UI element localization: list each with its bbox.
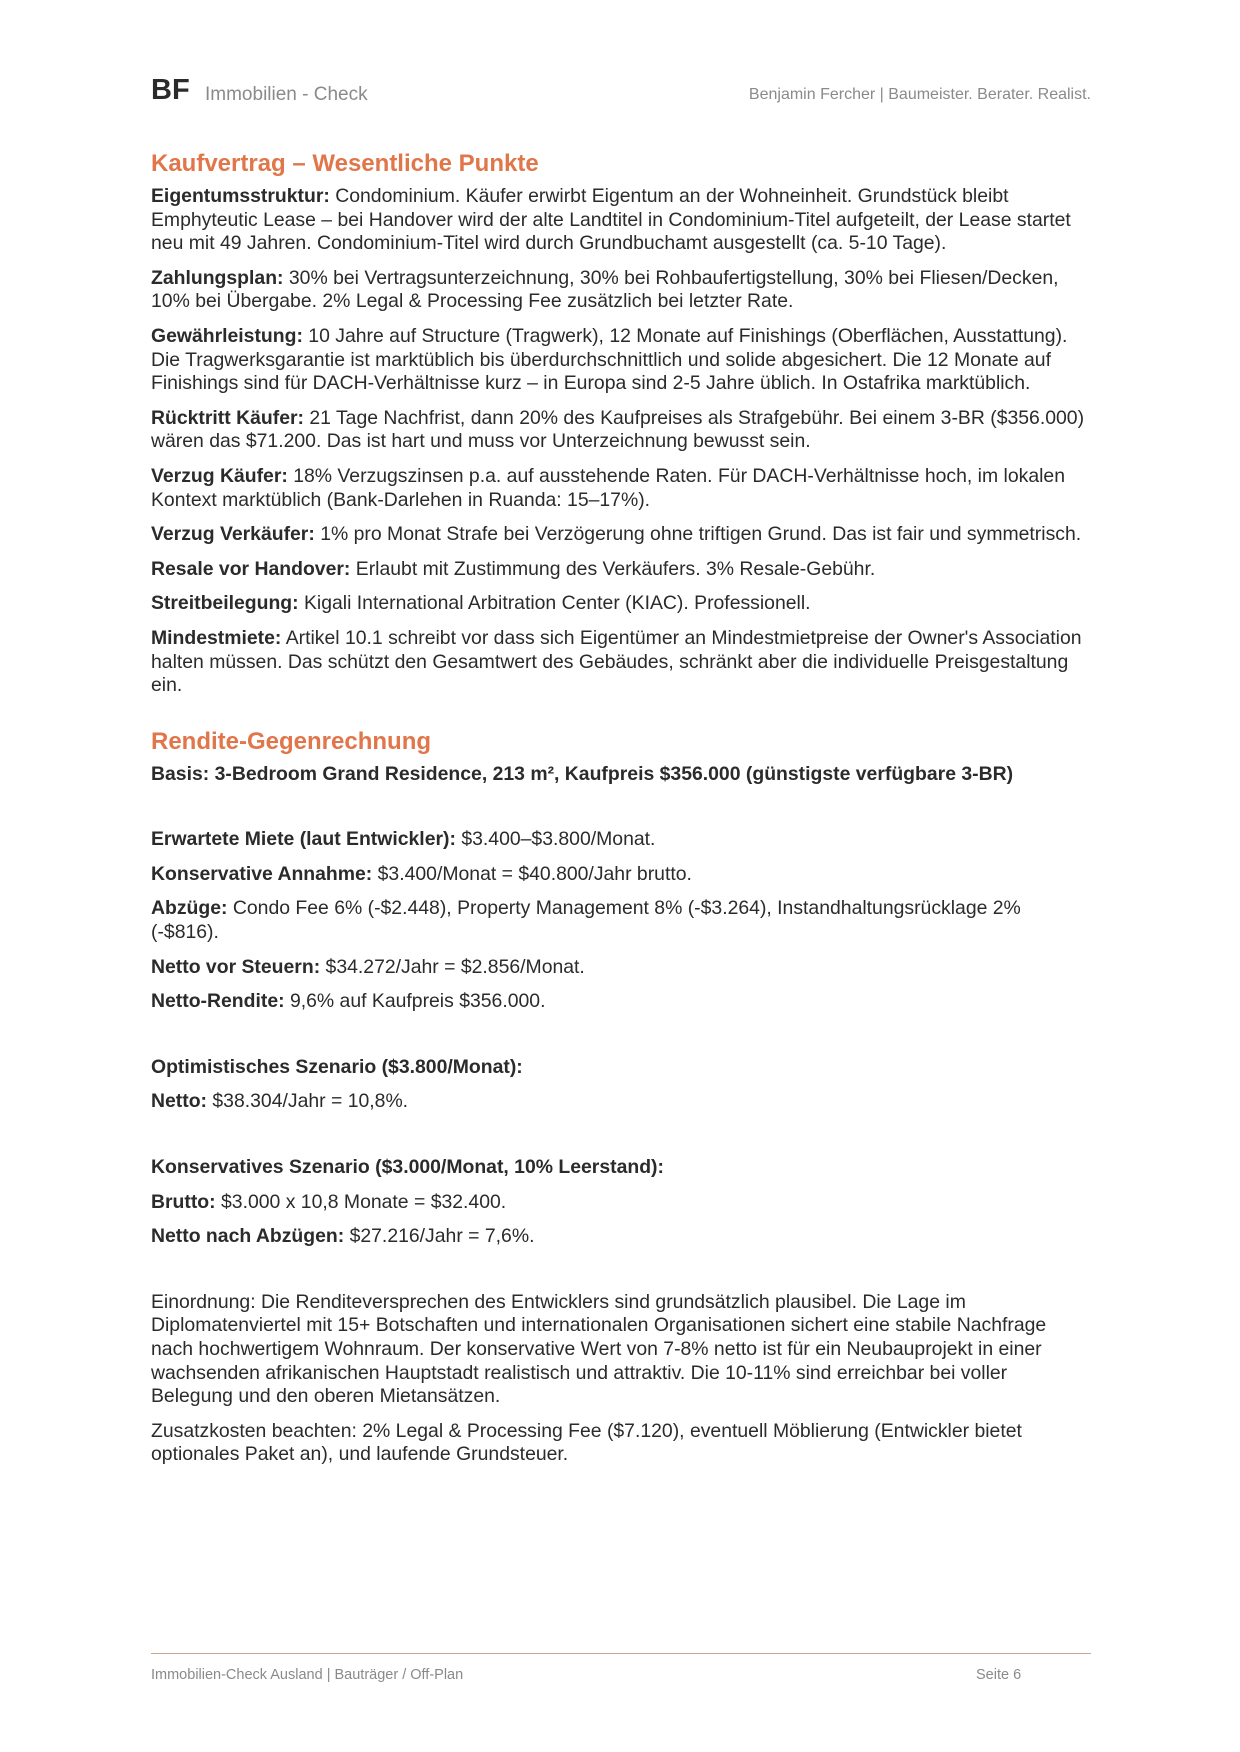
item-label: Eigentumsstruktur: bbox=[151, 185, 330, 207]
assessment-paragraph: Einordnung: Die Renditeversprechen des Entwicklers sind grundsätzlich plausibel. Die Lage im Diplomatenviertel mit 15+ Botschaften und internationalen Organisationen sichert eine stabile Nachfrage nach hochwertigem Wohnraum. Der konservative Wert von 7-8% netto ist für ein Neubauprojekt in einer wachsenden afrikanischen Hauptstadt realistisch und attraktiv. Die 10-11% sind erreichbar bei voller Belegung und den oberen Mietansätzen. bbox=[151, 1290, 1047, 1408]
item-text: 30% bei Vertragsunterzeichnung, 30% bei Rohbaufertigstellung, 30% bei Fliesen/Decken, 10% bei Übergabe. 2% Legal & Processing Fee zusätzlich bei letzter Rate. bbox=[151, 266, 1059, 313]
item-text: $38.304/Jahr = 10,8%. bbox=[207, 1090, 409, 1113]
extra-costs-paragraph: Zusatzkosten beachten: 2% Legal & Processing Fee ($7.120), eventuell Möblierung (Entwickler bietet optionales Paket an), und laufende Grundsteuer. bbox=[151, 1419, 1022, 1466]
contract-item bbox=[151, 592, 1091, 616]
brand-logo: BF bbox=[151, 74, 190, 106]
item-text: Erlaubt mit Zustimmung des Verkäufers. 3% Resale-Gebühr. bbox=[350, 557, 876, 580]
scenario-item bbox=[151, 1225, 1091, 1249]
item-label: Mindestmiete: bbox=[151, 626, 282, 649]
yield-item bbox=[151, 990, 1091, 1014]
item-text: 9,6% auf Kaufpreis $356.000. bbox=[284, 990, 546, 1013]
item-text: $3.400/Monat = $40.800/Jahr brutto. bbox=[372, 862, 692, 885]
page-number: Seite 6 bbox=[976, 1667, 1022, 1683]
footer-left-text: Immobilien-Check Ausland | Bauträger / Off-Plan bbox=[151, 1667, 464, 1683]
scenario-title-text: Konservatives Szenario ($3.000/Monat, 10% Leerstand): bbox=[151, 1156, 664, 1179]
item-text: Kigali International Arbitration Center (KIAC). Professionell. bbox=[298, 592, 811, 615]
scenario-title-conservative bbox=[151, 1156, 1091, 1180]
yield-item bbox=[151, 828, 1091, 852]
yield-item bbox=[151, 956, 1091, 980]
item-text: Condominium. Käufer erwirbt Eigentum an der Wohneinheit. Grundstück bleibt Emphyteutic Lease – bei Handover wird der alte Landtitel in Condominium-Titel aufgeteilt, der Lease startet neu mit 49 Jahren. Condominium-Titel wird durch Grundbuchamt ausgestellt (ca. 5-10 Tage). bbox=[151, 185, 1071, 255]
item-text: 1% pro Monat Strafe bei Verzögerung ohne triftigen Grund. Das ist fair und symmetrisch. bbox=[314, 523, 1082, 546]
item-label: Brutto: bbox=[151, 1190, 216, 1213]
header-tagline: Benjamin Fercher | Baumeister. Berater. Realist. bbox=[748, 86, 1091, 103]
scenario-title-optimistic bbox=[151, 1056, 1091, 1080]
item-label: Verzug Käufer: bbox=[151, 464, 288, 487]
document-body bbox=[151, 148, 1091, 1467]
item-label: Konservative Annahme: bbox=[151, 862, 373, 885]
scenario-item bbox=[151, 1191, 1091, 1215]
item-label: Netto: bbox=[151, 1090, 208, 1113]
item-label: Netto nach Abzügen: bbox=[151, 1225, 345, 1248]
item-label: Zahlungsplan: bbox=[151, 266, 284, 289]
section-title-rendite: Rendite-Gegenrechnung bbox=[151, 727, 432, 755]
basis-line bbox=[151, 763, 1091, 787]
page-header bbox=[151, 74, 1091, 114]
contract-item bbox=[151, 627, 1091, 698]
item-label: Abzüge: bbox=[151, 897, 228, 920]
contract-item bbox=[151, 558, 1091, 582]
section-title-kaufvertrag: Kaufvertrag – Wesentliche Punkte bbox=[151, 150, 539, 177]
item-label: Verzug Verkäufer: bbox=[151, 523, 315, 546]
item-label: Streitbeilegung: bbox=[151, 592, 299, 615]
item-text: 21 Tage Nachfrist, dann 20% des Kaufpreises als Strafgebühr. Bei einem 3-BR ($356.000) wären das $71.200. Das ist hart und muss vor Unterzeichnung bewusst sein. bbox=[151, 406, 1085, 453]
yield-item bbox=[151, 897, 1091, 944]
item-text: $27.216/Jahr = 7,6%. bbox=[344, 1225, 535, 1248]
item-label: Netto-Rendite: bbox=[151, 990, 285, 1013]
item-label: Netto vor Steuern: bbox=[151, 955, 321, 978]
item-text: 10 Jahre auf Structure (Tragwerk), 12 Monate auf Finishings (Oberflächen, Ausstattung). Die Tragwerksgarantie ist marktüblich bis überdurchschnittlich und solide abgesichert. Die 12 Monate auf Finishings sind für DACH-Verhältnisse kurz – in Europa sind 2-5 Jahre üblich. In Ostafrika marktüblich. bbox=[151, 324, 1068, 395]
footer-divider bbox=[151, 1653, 1091, 1654]
item-label: Gewährleistung: bbox=[151, 324, 303, 347]
item-label: Resale vor Handover: bbox=[151, 557, 351, 580]
basis-text: Basis: 3-Bedroom Grand Residence, 213 m², Kaufpreis $356.000 (günstigste verfügbare 3-BR) bbox=[151, 762, 1014, 785]
brand-subtitle: Immobilien - Check bbox=[205, 84, 368, 105]
item-label: Erwartete Miete (laut Entwickler): bbox=[151, 828, 456, 851]
item-text: $3.000 x 10,8 Monate = $32.400. bbox=[215, 1190, 507, 1213]
scenario-item bbox=[151, 1090, 1091, 1114]
contract-item bbox=[151, 267, 1091, 314]
item-text: Condo Fee 6% (-$2.448), Property Management 8% (-$3.264), Instandhaltungsrücklage 2% (-$816). bbox=[151, 897, 1021, 944]
item-text: $3.400–$3.800/Monat. bbox=[455, 828, 656, 851]
item-text: $34.272/Jahr = $2.856/Monat. bbox=[320, 955, 585, 978]
contract-item bbox=[151, 465, 1091, 512]
item-text: 18% Verzugszinsen p.a. auf ausstehende Raten. Für DACH-Verhältnisse hoch, im lokalen Kontext marktüblich (Bank-Darlehen in Ruanda: 15–17%). bbox=[151, 464, 1065, 511]
scenario-title-text: Optimistisches Szenario ($3.800/Monat): bbox=[151, 1055, 523, 1078]
item-text: Artikel 10.1 schreibt vor dass sich Eigentümer an Mindestmietpreise der Owner's Association halten müssen. Das schützt den Gesamtwert des Gebäudes, schränkt aber die individuelle Preisgestaltung ein. bbox=[151, 626, 1082, 697]
contract-item bbox=[151, 185, 1091, 256]
item-label: Rücktritt Käufer: bbox=[151, 406, 304, 429]
contract-item bbox=[151, 325, 1091, 396]
contract-item bbox=[151, 407, 1091, 454]
yield-item bbox=[151, 863, 1091, 887]
contract-item bbox=[151, 523, 1091, 547]
